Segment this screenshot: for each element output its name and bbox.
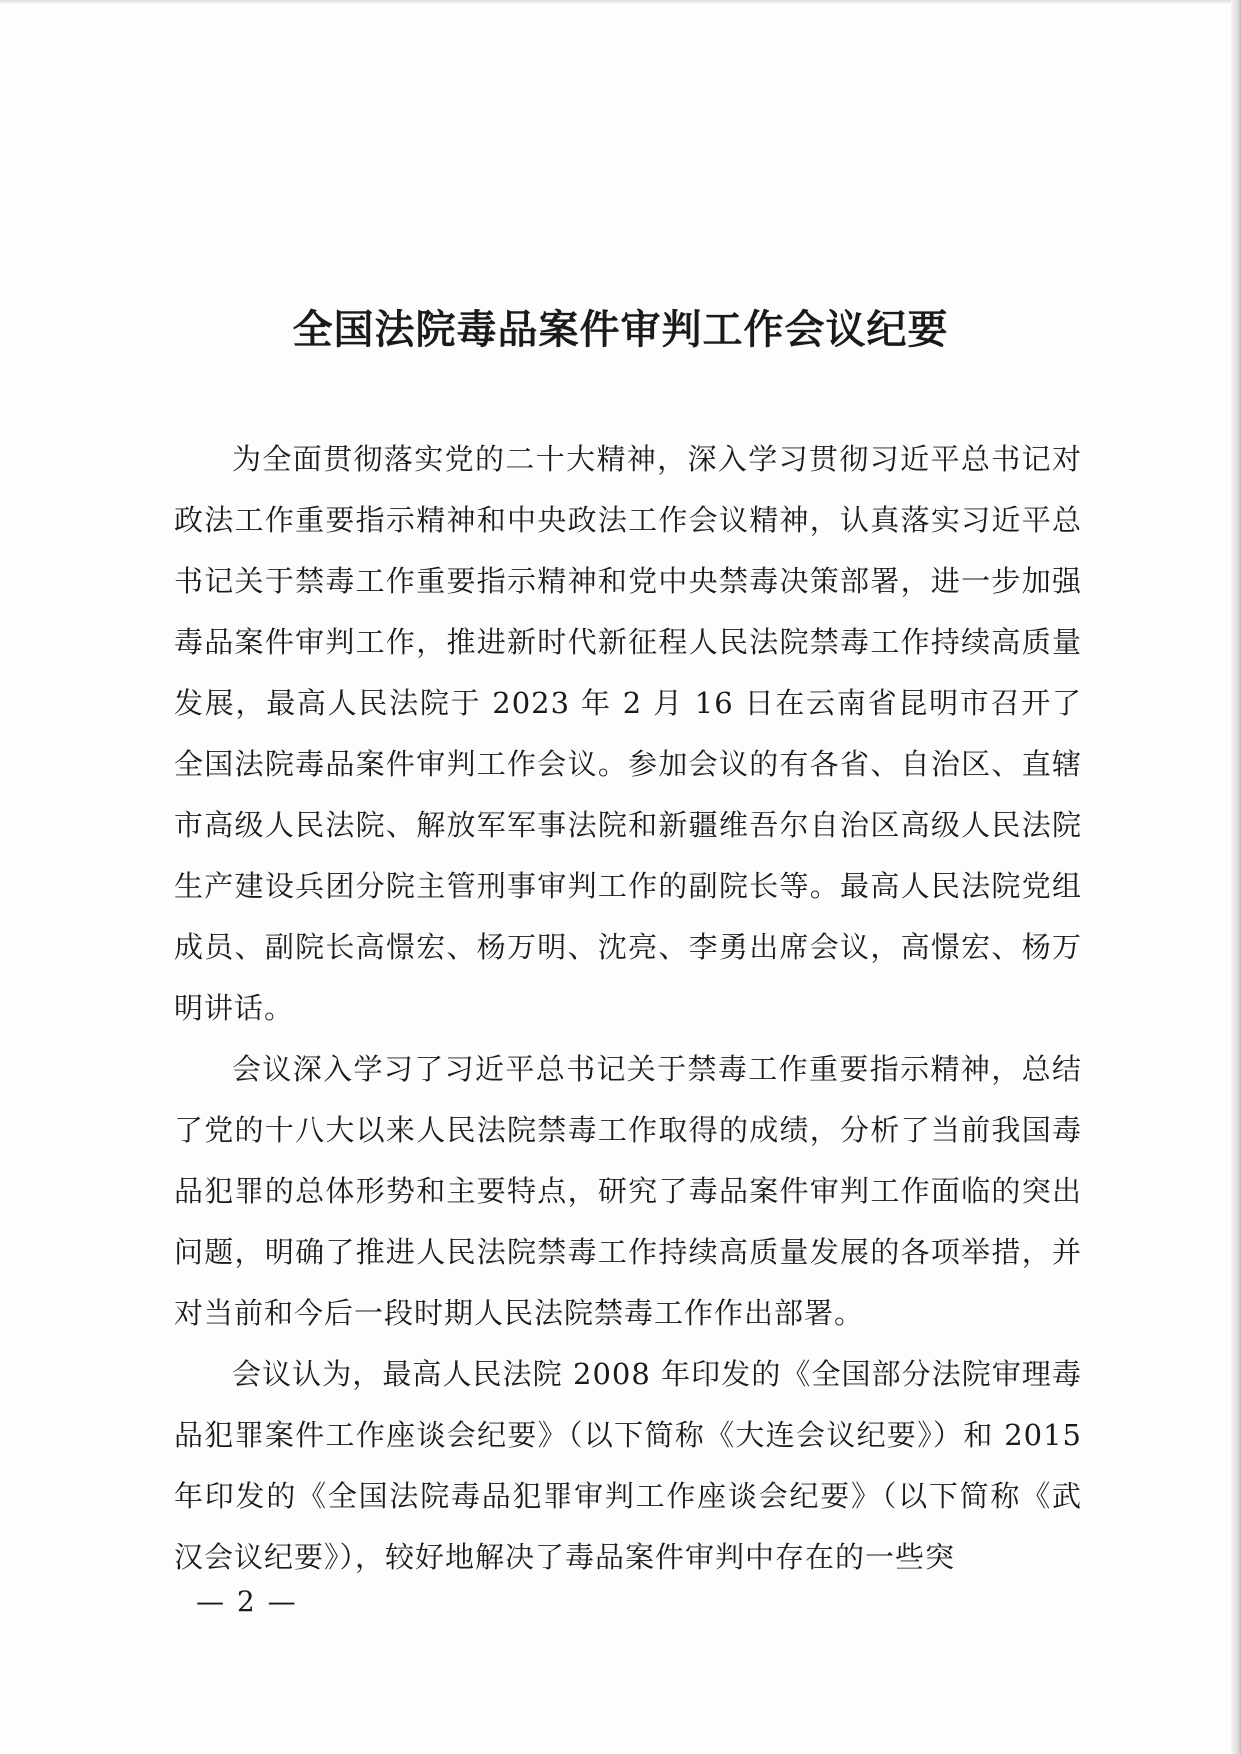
document-body — [174, 429, 1082, 1588]
page-number: — 2 — — [196, 1585, 298, 1618]
scan-edge-shadow — [1231, 0, 1241, 1754]
paragraph-1: 为全面贯彻落实党的二十大精神，深入学习贯彻习近平总书记对政法工作重要指示精神和中央政法工作会议精神，认真落实习近平总书记关于禁毒工作重要指示精神和党中央禁毒决策部署，进一步加强毒品案件审判工作，推进新时代新征程人民法院禁毒工作持续高质量发展，最高人民法院于 2023 年 2 月 16 日在云南省昆明市召开了全国法院毒品案件审判工作会议。参加会议的有各省、自治区、直辖市高级人民法院、解放军军事法院和新疆维吾尔自治区高级人民法院生产建设兵团分院主管刑事审判工作的副院长等。最高人民法院党组成员、副院长高憬宏、杨万明、沈亮、李勇出席会议，高憬宏、杨万明讲话。 — [174, 442, 1082, 1025]
scan-top-shadow — [0, 0, 1241, 4]
paragraph-2: 会议深入学习了习近平总书记关于禁毒工作重要指示精神，总结了党的十八大以来人民法院禁毒工作取得的成绩，分析了当前我国毒品犯罪的总体形势和主要特点，研究了毒品案件审判工作面临的突出问题，明确了推进人民法院禁毒工作持续高质量发展的各项举措，并对当前和今后一段时期人民法院禁毒工作作出部署。 — [174, 1052, 1082, 1330]
document-title: 全国法院毒品案件审判工作会议纪要 — [292, 307, 949, 353]
paragraph-3: 会议认为，最高人民法院 2008 年印发的《全国部分法院审理毒品犯罪案件工作座谈会纪要》（以下简称《大连会议纪要》）和 2015 年印发的《全国法院毒品犯罪审判工作座谈会纪要》（以下简称《武汉会议纪要》），较好地解决了毒品案件审判中存在的一些突 — [174, 1357, 1082, 1574]
